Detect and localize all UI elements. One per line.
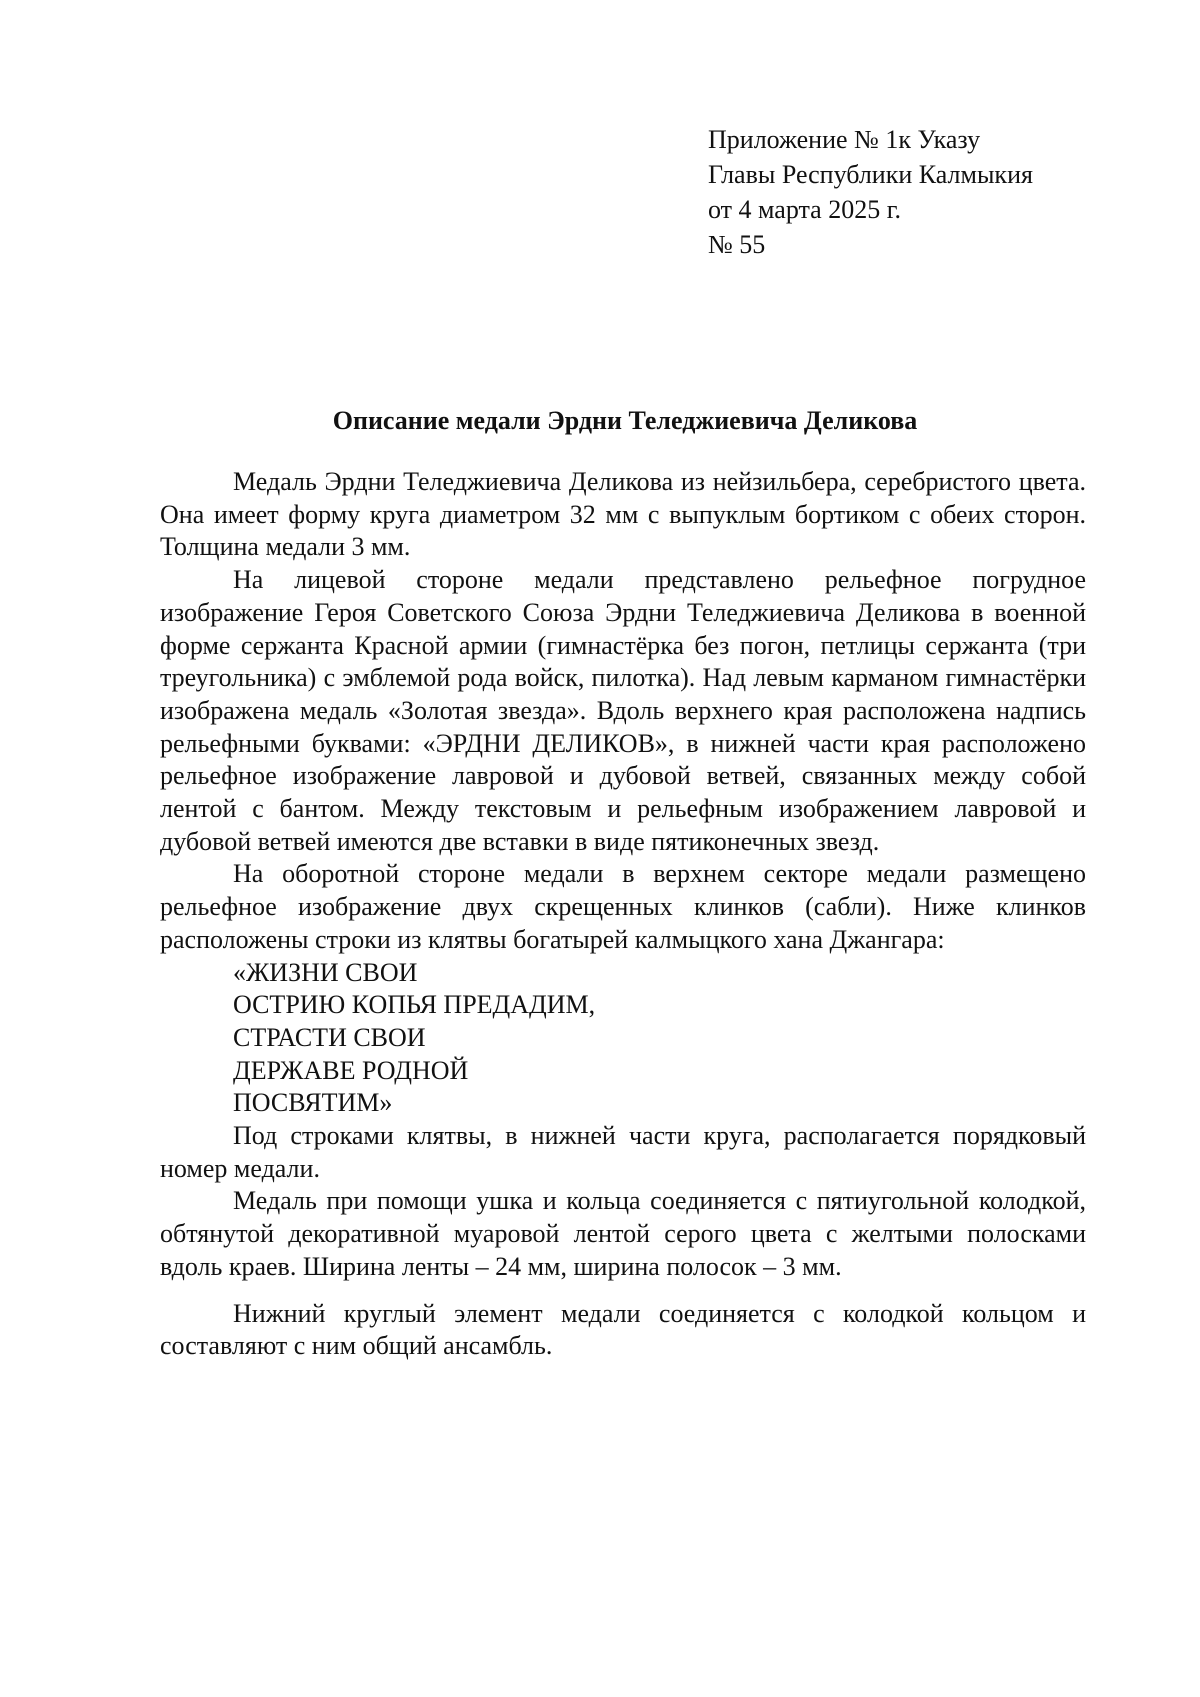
paragraph: Медаль Эрдни Теледжиевича Деликова из нейзильбера, серебристого цвета. Она имеет форму круга диаметром 32 мм с выпуклым бортиком с обеих сторон. Толщина медали 3 мм. [160,467,1086,562]
oath-line: «ЖИЗНИ СВОИ [233,957,418,987]
appendix-line: от 4 марта 2025 г. [708,195,901,224]
document-body [160,466,1086,1363]
oath-quote [160,957,1086,1121]
appendix-line: Главы Республики Калмыкия [708,160,1033,189]
paragraph: На оборотной стороне медали в верхнем секторе медали размещено рельефное изображение двух скрещенных клинков (сабли). Ниже клинков расположены строки из клятвы богатырей калмыцкого хана Джангара: [160,859,1086,954]
oath-line: ПОСВЯТИМ» [233,1088,393,1118]
appendix-header [708,122,1148,262]
document-title: Описание медали Эрдни Теледжиевича Деликова [332,406,918,435]
paragraph: Нижний круглый элемент медали соединяется с колодкой кольцом и составляют с ним общий ансамбль. [160,1298,1086,1361]
appendix-line: № 55 [708,230,766,259]
oath-line: СТРАСТИ СВОИ [233,1022,426,1052]
paragraph: Под строками клятвы, в нижней части круга, располагается порядковый номер медали. [160,1121,1086,1183]
paragraph: Медаль при помощи ушка и кольца соединяется с пятиугольной колодкой, обтянутой декоративной муаровой лентой серого цвета с желтыми полосками вдоль краев. Ширина ленты – 24 мм, ширина полосок – 3 мм. [160,1186,1086,1281]
oath-line: ОСТРИЮ КОПЬЯ ПРЕДАДИМ, [233,990,596,1020]
oath-line: ДЕРЖАВЕ РОДНОЙ [233,1055,469,1085]
paragraph: На лицевой стороне медали представлено рельефное погрудное изображение Героя Советского Союза Эрдни Теледжиевича Деликова в военной форме сержанта Красной армии (гимнастёрка без погон, петлицы сержанта (три треугольника) с эмблемой рода войск, пилотка). Над левым карманом гимнастёрки изображена медаль «Золотая звезда». Вдоль верхнего края расположена надпись рельефными буквами: «ЭРДНИ ДЕЛИКОВ», в нижней части края расположено рельефное изображение лавровой и дубовой ветвей, связанных между собой лентой с бантом. Между текстовым и рельефным изображением лавровой и дубовой ветвей имеются две вставки в виде пятиконечных звезд. [160,565,1086,856]
appendix-line: Приложение № 1к Указу [708,125,981,154]
